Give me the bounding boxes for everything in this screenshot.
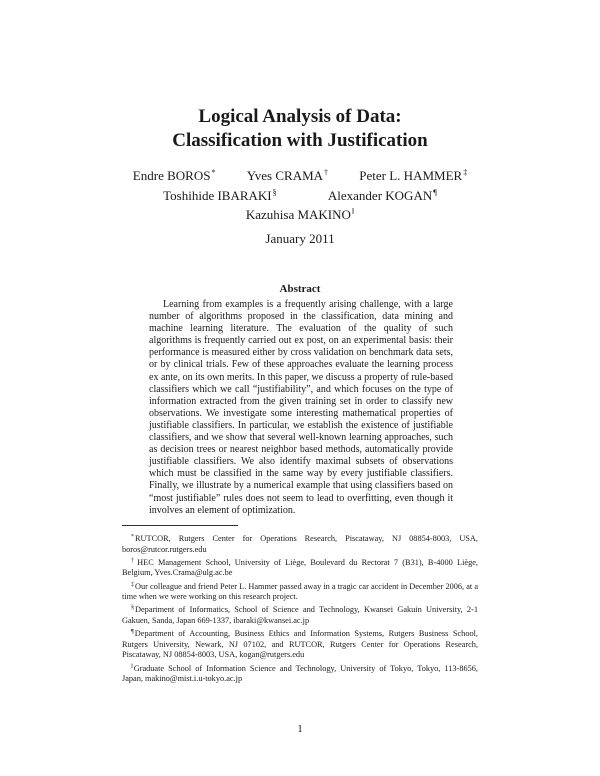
page-number: 1	[297, 723, 303, 735]
author-boros	[133, 164, 216, 185]
author-mark: ‡	[463, 168, 468, 177]
footnote-makino	[122, 662, 478, 685]
author-name: Alexander KOGAN	[327, 188, 433, 203]
author-mark: ‖	[351, 207, 355, 216]
footnote-hammer	[122, 580, 478, 603]
footnote-text: Department of Informatics, School of Science and Technology, Kwansei Gakuin University, 2-1 Gakuen, Sanda, Japan 669-1337, ibaraki@kwansei.ac.jp	[122, 605, 478, 625]
author-row-1	[0, 164, 600, 185]
footnote-mark: *	[131, 534, 134, 540]
author-ibaraki	[163, 184, 277, 205]
author-name: Yves CRAMA	[246, 168, 324, 183]
author-makino	[246, 203, 354, 224]
footnote-text: Our colleague and friend Peter L. Hammer passed away in a tragic car accident in December 2006, at a time when we were working on this research project.	[122, 581, 479, 602]
footnote-mark: †	[131, 557, 137, 564]
paper-title-line-1: Logical Analysis of Data:	[198, 106, 402, 127]
paper-title-line-2: Classification with Justification	[172, 130, 428, 151]
footnote-boros	[122, 532, 478, 555]
publication-date: January 2011	[265, 231, 335, 246]
author-name: Endre BOROS	[132, 168, 211, 183]
author-name: Peter L. HAMMER	[359, 168, 463, 183]
footnote-crama	[122, 556, 478, 579]
footnotes	[122, 532, 478, 685]
author-mark: †	[324, 168, 329, 177]
author-name: Toshihide IBARAKI	[163, 188, 272, 203]
author-hammer	[359, 164, 467, 185]
author-mark: §	[272, 188, 277, 197]
author-crama	[247, 164, 328, 185]
footnote-text: HEC Management School, University of Liège, Boulevard du Rectorat 7 (B31), B-4000 Liège, Belgium, Yves.Crama@ulg.ac.be	[122, 557, 478, 578]
footnote-text: Graduate School of Information Science and Technology, University of Tokyo, Tokyo, 113-8656, Japan, makino@mist.i.u-tokyo.ac.jp	[122, 663, 478, 684]
footnote-mark: §	[131, 605, 134, 612]
abstract-heading: Abstract	[279, 283, 321, 295]
footnote-mark: ¶	[131, 629, 134, 636]
footnote-kogan	[122, 627, 478, 661]
footnote-separator	[122, 525, 238, 526]
author-row-2	[0, 184, 600, 205]
author-row-3	[0, 203, 600, 224]
abstract-text: Learning from examples is a frequently arising challenge, with a large number of algorithms proposed in the classification, data mining and machine learning literature. The evaluation of the quality of such algorithms is frequently carried out ex post, on an experimental basis: their performance is measured either by cross validation on benchmark data sets, or by clinical trials. Few of these approaches evaluate the learning process ex ante, on its own merits. In this paper, we discuss a property of rule-based classifiers which we call “justifiability”, and which focuses on the type of information extracted from the given training set in order to classify new observations. We investigate some interesting mathematical properties of justifiable classifiers. In particular, we establish the existence of justifiable classifiers, and we show that several well-known learning approaches, such as decision trees or nearest neighbor based methods, automatically provide justifiable classifiers. We also identify maximal subsets of observations which must be classified in the same way by every justifiable classifiers. Finally, we illustrate by a numerical example that using classifiers based on “most justifiable” rules does not seem to lead to overfitting, even though it involves an element of optimization.	[149, 299, 453, 516]
footnote-mark: ‡	[131, 581, 135, 588]
author-mark: *	[211, 168, 216, 177]
author-name: Kazuhisa MAKINO	[245, 207, 351, 222]
footnote-text: RUTCOR, Rutgers Center for Operations Research, Piscataway, NJ 08854-8003, USA, boros@rutcor.rutgers.edu	[122, 534, 478, 554]
footnote-ibaraki	[122, 603, 478, 626]
author-mark: ¶	[433, 188, 437, 197]
footnote-mark: ‖	[131, 663, 133, 670]
author-kogan	[328, 184, 437, 205]
footnote-text: Department of Accounting, Business Ethics and Information Systems, Rutgers Business School, Rutgers University, Newark, NJ 07102, and RUTCOR, Rutgers Center for Operations Research, Piscataway, NJ 08854-8003, USA, kogan@rutgers.edu	[122, 629, 478, 660]
